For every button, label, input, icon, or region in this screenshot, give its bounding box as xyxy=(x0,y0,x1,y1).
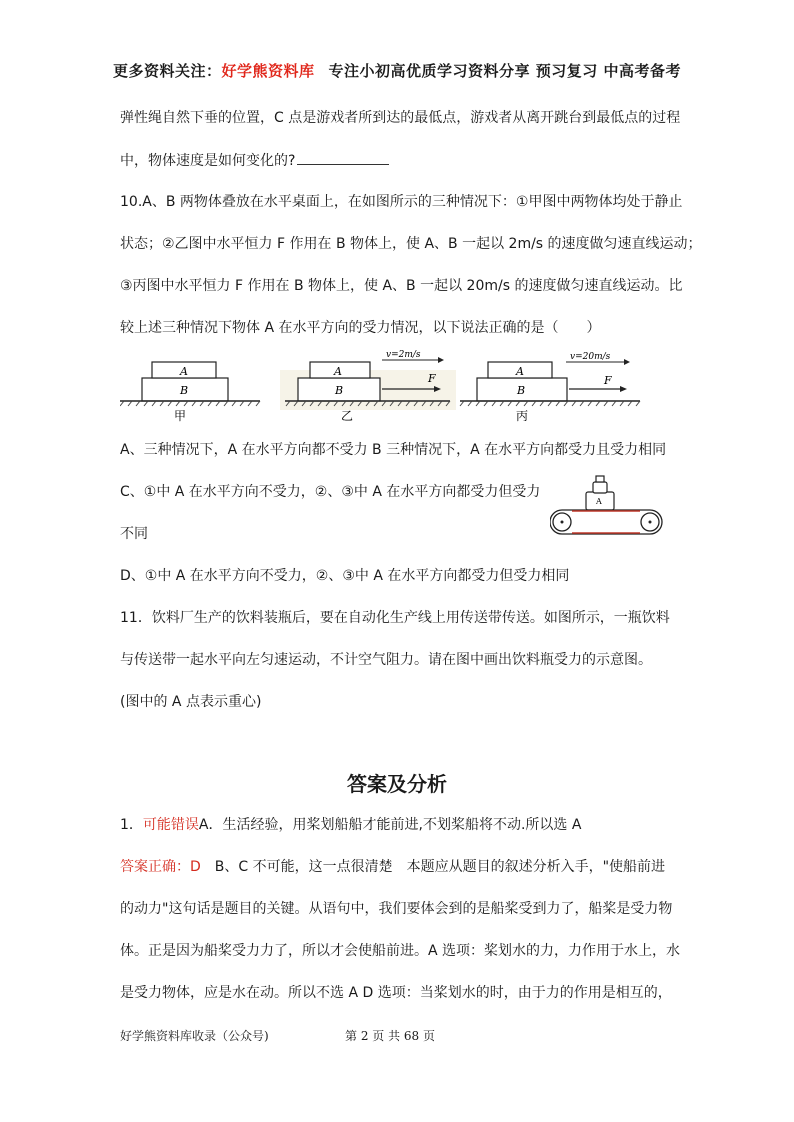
panel-yi-caption: 乙 xyxy=(341,409,354,423)
q10-option-c-line-2: 不同 xyxy=(120,526,148,542)
figure-panel-yi xyxy=(280,350,456,423)
footer-source: 好学熊资料库收录（公众号) xyxy=(120,1029,269,1043)
q10-line-3: ③丙图中水平恒力 F 作用在 B 物体上，使 A、B 一起以 20m/s 的速度做匀速直线运动。比 xyxy=(120,278,683,294)
header-prefix: 更多资料关注： xyxy=(113,62,222,80)
q10-line-2: 状态；②乙图中水平恒力 F 作用在 B 物体上，使 A、B 一起以 2m/s 的速度做匀速直线运动； xyxy=(120,236,702,252)
q9-line-1: 弹性绳自然下垂的位置，C 点是游戏者所到达的最低点，游戏者从离开跳台到最低点的过程 xyxy=(120,110,681,126)
bottle-label: A xyxy=(596,497,602,506)
q10-option-ab: A、三种情况下，A 在水平方向都不受力 B 三种情况下，A 在水平方向都受力且受力相同 xyxy=(120,442,667,458)
header-suffix: 专注小初高优质学习资料分享 预习复习 中高考备考 xyxy=(328,62,681,80)
panel-jia-caption: 甲 xyxy=(174,409,187,423)
answer-correct xyxy=(120,857,665,877)
header-brand: 好学熊资料库 xyxy=(221,62,315,80)
answer-correct-label: 答案正确：D xyxy=(120,859,201,875)
panel-jia-block-a: A xyxy=(180,365,188,378)
answer-correct-text: B、C 不可能，这一点很清楚 本题应从题目的叙述分析入手，"使船前进 xyxy=(200,859,666,875)
figure-panel-jia xyxy=(120,362,260,423)
figure-panel-bing xyxy=(460,352,640,423)
panel-yi-force: F xyxy=(428,372,436,385)
q10-line-4: 较上述三种情况下物体 A 在水平方向的受力情况，以下说法正确的是（ ） xyxy=(120,320,601,336)
answer-blank xyxy=(297,150,389,165)
q10-figure xyxy=(120,348,660,426)
panel-jia-block-b: B xyxy=(180,384,189,397)
q11-line-1: 11．饮料厂生产的饮料装瓶后，要在自动化生产线上用传送带传送。如图所示，一瓶饮料 xyxy=(120,610,670,626)
panel-yi-block-a: A xyxy=(334,365,342,378)
q11-line-2: 与传送带一起水平向左匀速运动，不计空气阻力。请在图中画出饮料瓶受力的示意图。 xyxy=(120,652,652,668)
panel-bing-block-b: B xyxy=(517,384,526,397)
q10-option-c-line-1: C、①中 A 在水平方向不受力，②、③中 A 在水平方向都受力但受力 xyxy=(120,484,541,500)
q9-line-2 xyxy=(120,150,389,171)
answer-1-prefix: 1． xyxy=(120,817,143,833)
panel-yi-block-b: B xyxy=(335,384,344,397)
answer-1 xyxy=(120,815,581,835)
answer-paragraph-4: 是受力物体，应是水在动。所以不选 A D 选项：当桨划水的时，由于力的作用是相互的， xyxy=(120,985,672,1001)
answer-paragraph-2: 的动力"这句话是题目的关键。从语句中，我们要体会到的是船桨受到力了，船桨是受力物 xyxy=(120,901,673,917)
conveyor-figure xyxy=(550,474,666,544)
panel-yi-velocity: v=2m/s xyxy=(386,350,421,360)
q9-line-2-text: 中，物体速度是如何变化的? xyxy=(120,153,296,169)
answer-1-label: 可能错误 xyxy=(142,817,199,833)
answer-1-text: A．生活经验，用桨划船船才能前进,不划桨船将不动.所以选 A xyxy=(198,817,582,833)
footer-page-number: 第 2 页 共 68 页 xyxy=(345,1029,435,1043)
page-header xyxy=(0,60,794,81)
panel-bing-caption: 丙 xyxy=(516,409,529,423)
answers-title: 答案及分析 xyxy=(347,772,447,796)
q10-line-1: 10.A、B 两物体叠放在水平桌面上，在如图所示的三种情况下：①甲图中两物体均处于静止 xyxy=(120,194,683,210)
q11-line-3: (图中的 A 点表示重心) xyxy=(120,694,262,710)
panel-bing-velocity: v=20m/s xyxy=(570,352,611,362)
q10-option-d: D、①中 A 在水平方向不受力，②、③中 A 在水平方向都受力但受力相同 xyxy=(120,568,570,584)
panel-bing-force: F xyxy=(604,374,612,387)
answer-paragraph-3: 体。正是因为船桨受力力了，所以才会使船前进。A 选项：桨划水的力，力作用于水上，水 xyxy=(120,943,681,959)
panel-bing-block-a: A xyxy=(516,365,524,378)
